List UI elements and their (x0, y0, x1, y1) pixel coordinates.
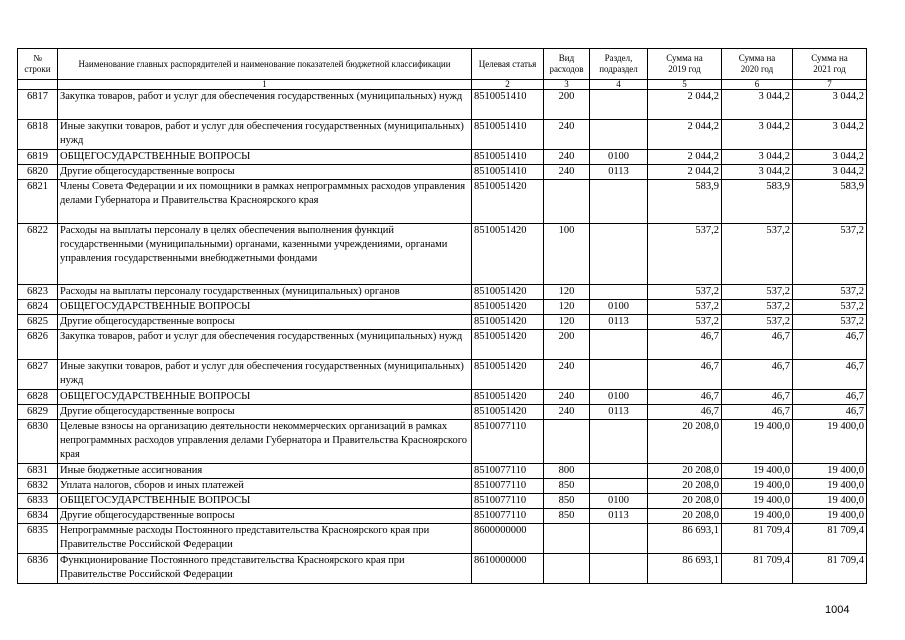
row-section: 0113 (590, 315, 648, 330)
row-expense-type: 200 (544, 330, 590, 360)
table-row (18, 165, 867, 180)
row-sum-2020: 81 709,4 (722, 524, 793, 554)
row-expense-type: 240 (544, 150, 590, 165)
row-name: Закупка товаров, работ и услуг для обеспечения государственных (муниципальных) нужд (58, 90, 472, 120)
column-number (18, 80, 58, 90)
header-target-article: Целевая статья (472, 49, 544, 80)
row-section: 0113 (590, 165, 648, 180)
row-name: Иные закупки товаров, работ и услуг для обеспечения государственных (муниципальных) нужд (58, 120, 472, 150)
row-section (590, 180, 648, 224)
row-sum-2020: 537,2 (722, 300, 793, 315)
row-name: Закупка товаров, работ и услуг для обеспечения государственных (муниципальных) нужд (58, 330, 472, 360)
row-sum-2019: 2 044,2 (648, 165, 722, 180)
table-row (18, 315, 867, 330)
row-sum-2019: 2 044,2 (648, 150, 722, 165)
column-number: 7 (793, 80, 867, 90)
column-number: 2 (472, 80, 544, 90)
row-sum-2019: 20 208,0 (648, 420, 722, 464)
row-expense-type: 240 (544, 390, 590, 405)
table-row (18, 180, 867, 224)
row-number: 6822 (18, 224, 58, 285)
table-row (18, 554, 867, 584)
row-sum-2021: 46,7 (793, 330, 867, 360)
row-section: 0100 (590, 390, 648, 405)
row-target-article: 8510051420 (472, 224, 544, 285)
row-sum-2020: 19 400,0 (722, 464, 793, 479)
row-sum-2019: 537,2 (648, 315, 722, 330)
row-sum-2019: 46,7 (648, 330, 722, 360)
column-number: 1 (58, 80, 472, 90)
row-number: 6821 (18, 180, 58, 224)
row-name: Члены Совета Федерации и их помощники в рамках непрограммных расходов управления делами Губернатора и Правительства Красноярского края (58, 180, 472, 224)
row-target-article: 8510077110 (472, 464, 544, 479)
row-section: 0113 (590, 509, 648, 524)
column-number: 6 (722, 80, 793, 90)
row-name: ОБЩЕГОСУДАРСТВЕННЫЕ ВОПРОСЫ (58, 494, 472, 509)
row-expense-type: 850 (544, 494, 590, 509)
table-body (18, 90, 867, 584)
row-sum-2021: 3 044,2 (793, 165, 867, 180)
row-section: 0100 (590, 150, 648, 165)
row-section: 0100 (590, 300, 648, 315)
row-expense-type (544, 524, 590, 554)
table-row (18, 479, 867, 494)
row-number: 6828 (18, 390, 58, 405)
row-sum-2021: 583,9 (793, 180, 867, 224)
table-row (18, 224, 867, 285)
row-name: Непрограммные расходы Постоянного представительства Красноярского края при Правительстве Российской Федерации (58, 524, 472, 554)
row-sum-2020: 3 044,2 (722, 90, 793, 120)
table-row (18, 330, 867, 360)
row-number: 6823 (18, 285, 58, 300)
row-sum-2020: 537,2 (722, 224, 793, 285)
row-section: 0113 (590, 405, 648, 420)
row-target-article: 8510051410 (472, 120, 544, 150)
row-name: ОБЩЕГОСУДАРСТВЕННЫЕ ВОПРОСЫ (58, 390, 472, 405)
row-number: 6831 (18, 464, 58, 479)
row-sum-2020: 19 400,0 (722, 479, 793, 494)
row-number: 6825 (18, 315, 58, 330)
row-target-article: 8600000000 (472, 524, 544, 554)
row-sum-2021: 81 709,4 (793, 524, 867, 554)
header-row-number: № строки (18, 49, 58, 80)
row-name: Расходы на выплаты персоналу в целях обеспечения выполнения функций государственными (муниципальными) органами, казенными учреждениями, органами управления государственными внебюджетными фондами (58, 224, 472, 285)
row-sum-2020: 19 400,0 (722, 420, 793, 464)
row-section (590, 120, 648, 150)
table-row (18, 120, 867, 150)
row-name: Расходы на выплаты персоналу государственных (муниципальных) органов (58, 285, 472, 300)
row-sum-2021: 3 044,2 (793, 150, 867, 165)
row-expense-type: 120 (544, 285, 590, 300)
row-sum-2019: 20 208,0 (648, 509, 722, 524)
row-number: 6819 (18, 150, 58, 165)
row-sum-2021: 81 709,4 (793, 554, 867, 584)
row-sum-2021: 537,2 (793, 285, 867, 300)
row-sum-2021: 19 400,0 (793, 420, 867, 464)
row-target-article: 8510051420 (472, 405, 544, 420)
row-number: 6827 (18, 360, 58, 390)
row-target-article: 8510077110 (472, 479, 544, 494)
header-row (18, 49, 867, 80)
row-section (590, 360, 648, 390)
row-expense-type: 240 (544, 360, 590, 390)
row-target-article: 8510051420 (472, 285, 544, 300)
row-section (590, 224, 648, 285)
row-target-article: 8510051420 (472, 315, 544, 330)
table-row (18, 150, 867, 165)
row-number: 6829 (18, 405, 58, 420)
row-expense-type: 200 (544, 90, 590, 120)
row-target-article: 8510051420 (472, 390, 544, 405)
page-number: 1004 (825, 604, 850, 616)
row-sum-2019: 537,2 (648, 285, 722, 300)
row-number: 6836 (18, 554, 58, 584)
row-sum-2021: 537,2 (793, 300, 867, 315)
row-sum-2020: 81 709,4 (722, 554, 793, 584)
row-target-article: 8510051410 (472, 90, 544, 120)
row-sum-2020: 46,7 (722, 405, 793, 420)
row-sum-2020: 46,7 (722, 330, 793, 360)
table-row (18, 300, 867, 315)
row-name: ОБЩЕГОСУДАРСТВЕННЫЕ ВОПРОСЫ (58, 300, 472, 315)
row-expense-type (544, 554, 590, 584)
row-target-article: 8510077110 (472, 420, 544, 464)
table-row (18, 420, 867, 464)
column-number-row (18, 80, 867, 90)
row-expense-type: 800 (544, 464, 590, 479)
row-name: Другие общегосударственные вопросы (58, 405, 472, 420)
row-sum-2020: 3 044,2 (722, 165, 793, 180)
row-sum-2019: 2 044,2 (648, 120, 722, 150)
row-target-article: 8610000000 (472, 554, 544, 584)
row-name: ОБЩЕГОСУДАРСТВЕННЫЕ ВОПРОСЫ (58, 150, 472, 165)
row-sum-2020: 19 400,0 (722, 494, 793, 509)
row-name: Уплата налогов, сборов и иных платежей (58, 479, 472, 494)
row-sum-2019: 20 208,0 (648, 464, 722, 479)
header-sum-2019: Сумма на 2019 год (648, 49, 722, 80)
row-sum-2019: 20 208,0 (648, 479, 722, 494)
row-sum-2019: 46,7 (648, 405, 722, 420)
row-expense-type (544, 420, 590, 464)
row-sum-2020: 46,7 (722, 390, 793, 405)
row-sum-2021: 46,7 (793, 360, 867, 390)
row-expense-type: 100 (544, 224, 590, 285)
row-sum-2019: 86 693,1 (648, 554, 722, 584)
row-sum-2021: 19 400,0 (793, 479, 867, 494)
row-sum-2020: 3 044,2 (722, 120, 793, 150)
row-name: Другие общегосударственные вопросы (58, 315, 472, 330)
row-target-article: 8510077110 (472, 494, 544, 509)
table-row (18, 360, 867, 390)
row-sum-2021: 537,2 (793, 315, 867, 330)
header-name: Наименование главных распорядителей и наименование показателей бюджетной классификации (58, 49, 472, 80)
row-section (590, 464, 648, 479)
row-sum-2019: 46,7 (648, 360, 722, 390)
row-section (590, 90, 648, 120)
row-target-article: 8510051420 (472, 180, 544, 224)
column-number: 4 (590, 80, 648, 90)
table-row (18, 509, 867, 524)
row-sum-2021: 3 044,2 (793, 120, 867, 150)
row-target-article: 8510051420 (472, 300, 544, 315)
row-section (590, 330, 648, 360)
row-section (590, 554, 648, 584)
row-section (590, 524, 648, 554)
row-sum-2019: 20 208,0 (648, 494, 722, 509)
row-sum-2019: 583,9 (648, 180, 722, 224)
row-number: 6830 (18, 420, 58, 464)
row-sum-2021: 19 400,0 (793, 494, 867, 509)
row-sum-2021: 46,7 (793, 405, 867, 420)
row-number: 6834 (18, 509, 58, 524)
row-sum-2021: 46,7 (793, 390, 867, 405)
row-sum-2020: 46,7 (722, 360, 793, 390)
row-number: 6820 (18, 165, 58, 180)
budget-table (17, 48, 867, 584)
row-number: 6826 (18, 330, 58, 360)
table-row (18, 285, 867, 300)
row-number: 6832 (18, 479, 58, 494)
row-number: 6835 (18, 524, 58, 554)
row-sum-2021: 19 400,0 (793, 464, 867, 479)
row-sum-2019: 2 044,2 (648, 90, 722, 120)
row-expense-type: 850 (544, 509, 590, 524)
row-number: 6818 (18, 120, 58, 150)
row-target-article: 8510077110 (472, 509, 544, 524)
row-sum-2020: 537,2 (722, 315, 793, 330)
row-sum-2019: 537,2 (648, 300, 722, 315)
row-number: 6833 (18, 494, 58, 509)
row-sum-2021: 537,2 (793, 224, 867, 285)
row-name: Иные закупки товаров, работ и услуг для обеспечения государственных (муниципальных) нужд (58, 360, 472, 390)
row-expense-type: 240 (544, 165, 590, 180)
row-name: Иные бюджетные ассигнования (58, 464, 472, 479)
row-sum-2020: 537,2 (722, 285, 793, 300)
row-name: Функционирование Постоянного представительства Красноярского края при Правительстве Российской Федерации (58, 554, 472, 584)
header-sum-2020: Сумма на 2020 год (722, 49, 793, 80)
row-sum-2019: 46,7 (648, 390, 722, 405)
row-number: 6817 (18, 90, 58, 120)
row-sum-2019: 86 693,1 (648, 524, 722, 554)
row-expense-type: 240 (544, 120, 590, 150)
table-row (18, 90, 867, 120)
row-target-article: 8510051420 (472, 360, 544, 390)
row-sum-2020: 3 044,2 (722, 150, 793, 165)
row-expense-type (544, 180, 590, 224)
row-sum-2021: 3 044,2 (793, 90, 867, 120)
header-expense-type: Вид расходов (544, 49, 590, 80)
row-sum-2020: 19 400,0 (722, 509, 793, 524)
column-number: 5 (648, 80, 722, 90)
row-target-article: 8510051410 (472, 165, 544, 180)
row-expense-type: 120 (544, 315, 590, 330)
row-sum-2021: 19 400,0 (793, 509, 867, 524)
row-sum-2020: 583,9 (722, 180, 793, 224)
row-name: Другие общегосударственные вопросы (58, 165, 472, 180)
column-number: 3 (544, 80, 590, 90)
header-sum-2021: Сумма на 2021 год (793, 49, 867, 80)
row-expense-type: 240 (544, 405, 590, 420)
row-expense-type: 120 (544, 300, 590, 315)
row-target-article: 8510051420 (472, 330, 544, 360)
row-name: Целевые взносы на организацию деятельности некоммерческих организаций в рамках непрограммных расходов управления делами Губернатора и Правительства Красноярского края (58, 420, 472, 464)
table-row (18, 405, 867, 420)
table-row (18, 524, 867, 554)
row-target-article: 8510051410 (472, 150, 544, 165)
row-sum-2019: 537,2 (648, 224, 722, 285)
row-section (590, 479, 648, 494)
table-row (18, 494, 867, 509)
row-expense-type: 850 (544, 479, 590, 494)
row-section (590, 420, 648, 464)
row-name: Другие общегосударственные вопросы (58, 509, 472, 524)
header-section: Раздел, подраздел (590, 49, 648, 80)
row-number: 6824 (18, 300, 58, 315)
row-section (590, 285, 648, 300)
table-row (18, 390, 867, 405)
table-row (18, 464, 867, 479)
row-section: 0100 (590, 494, 648, 509)
